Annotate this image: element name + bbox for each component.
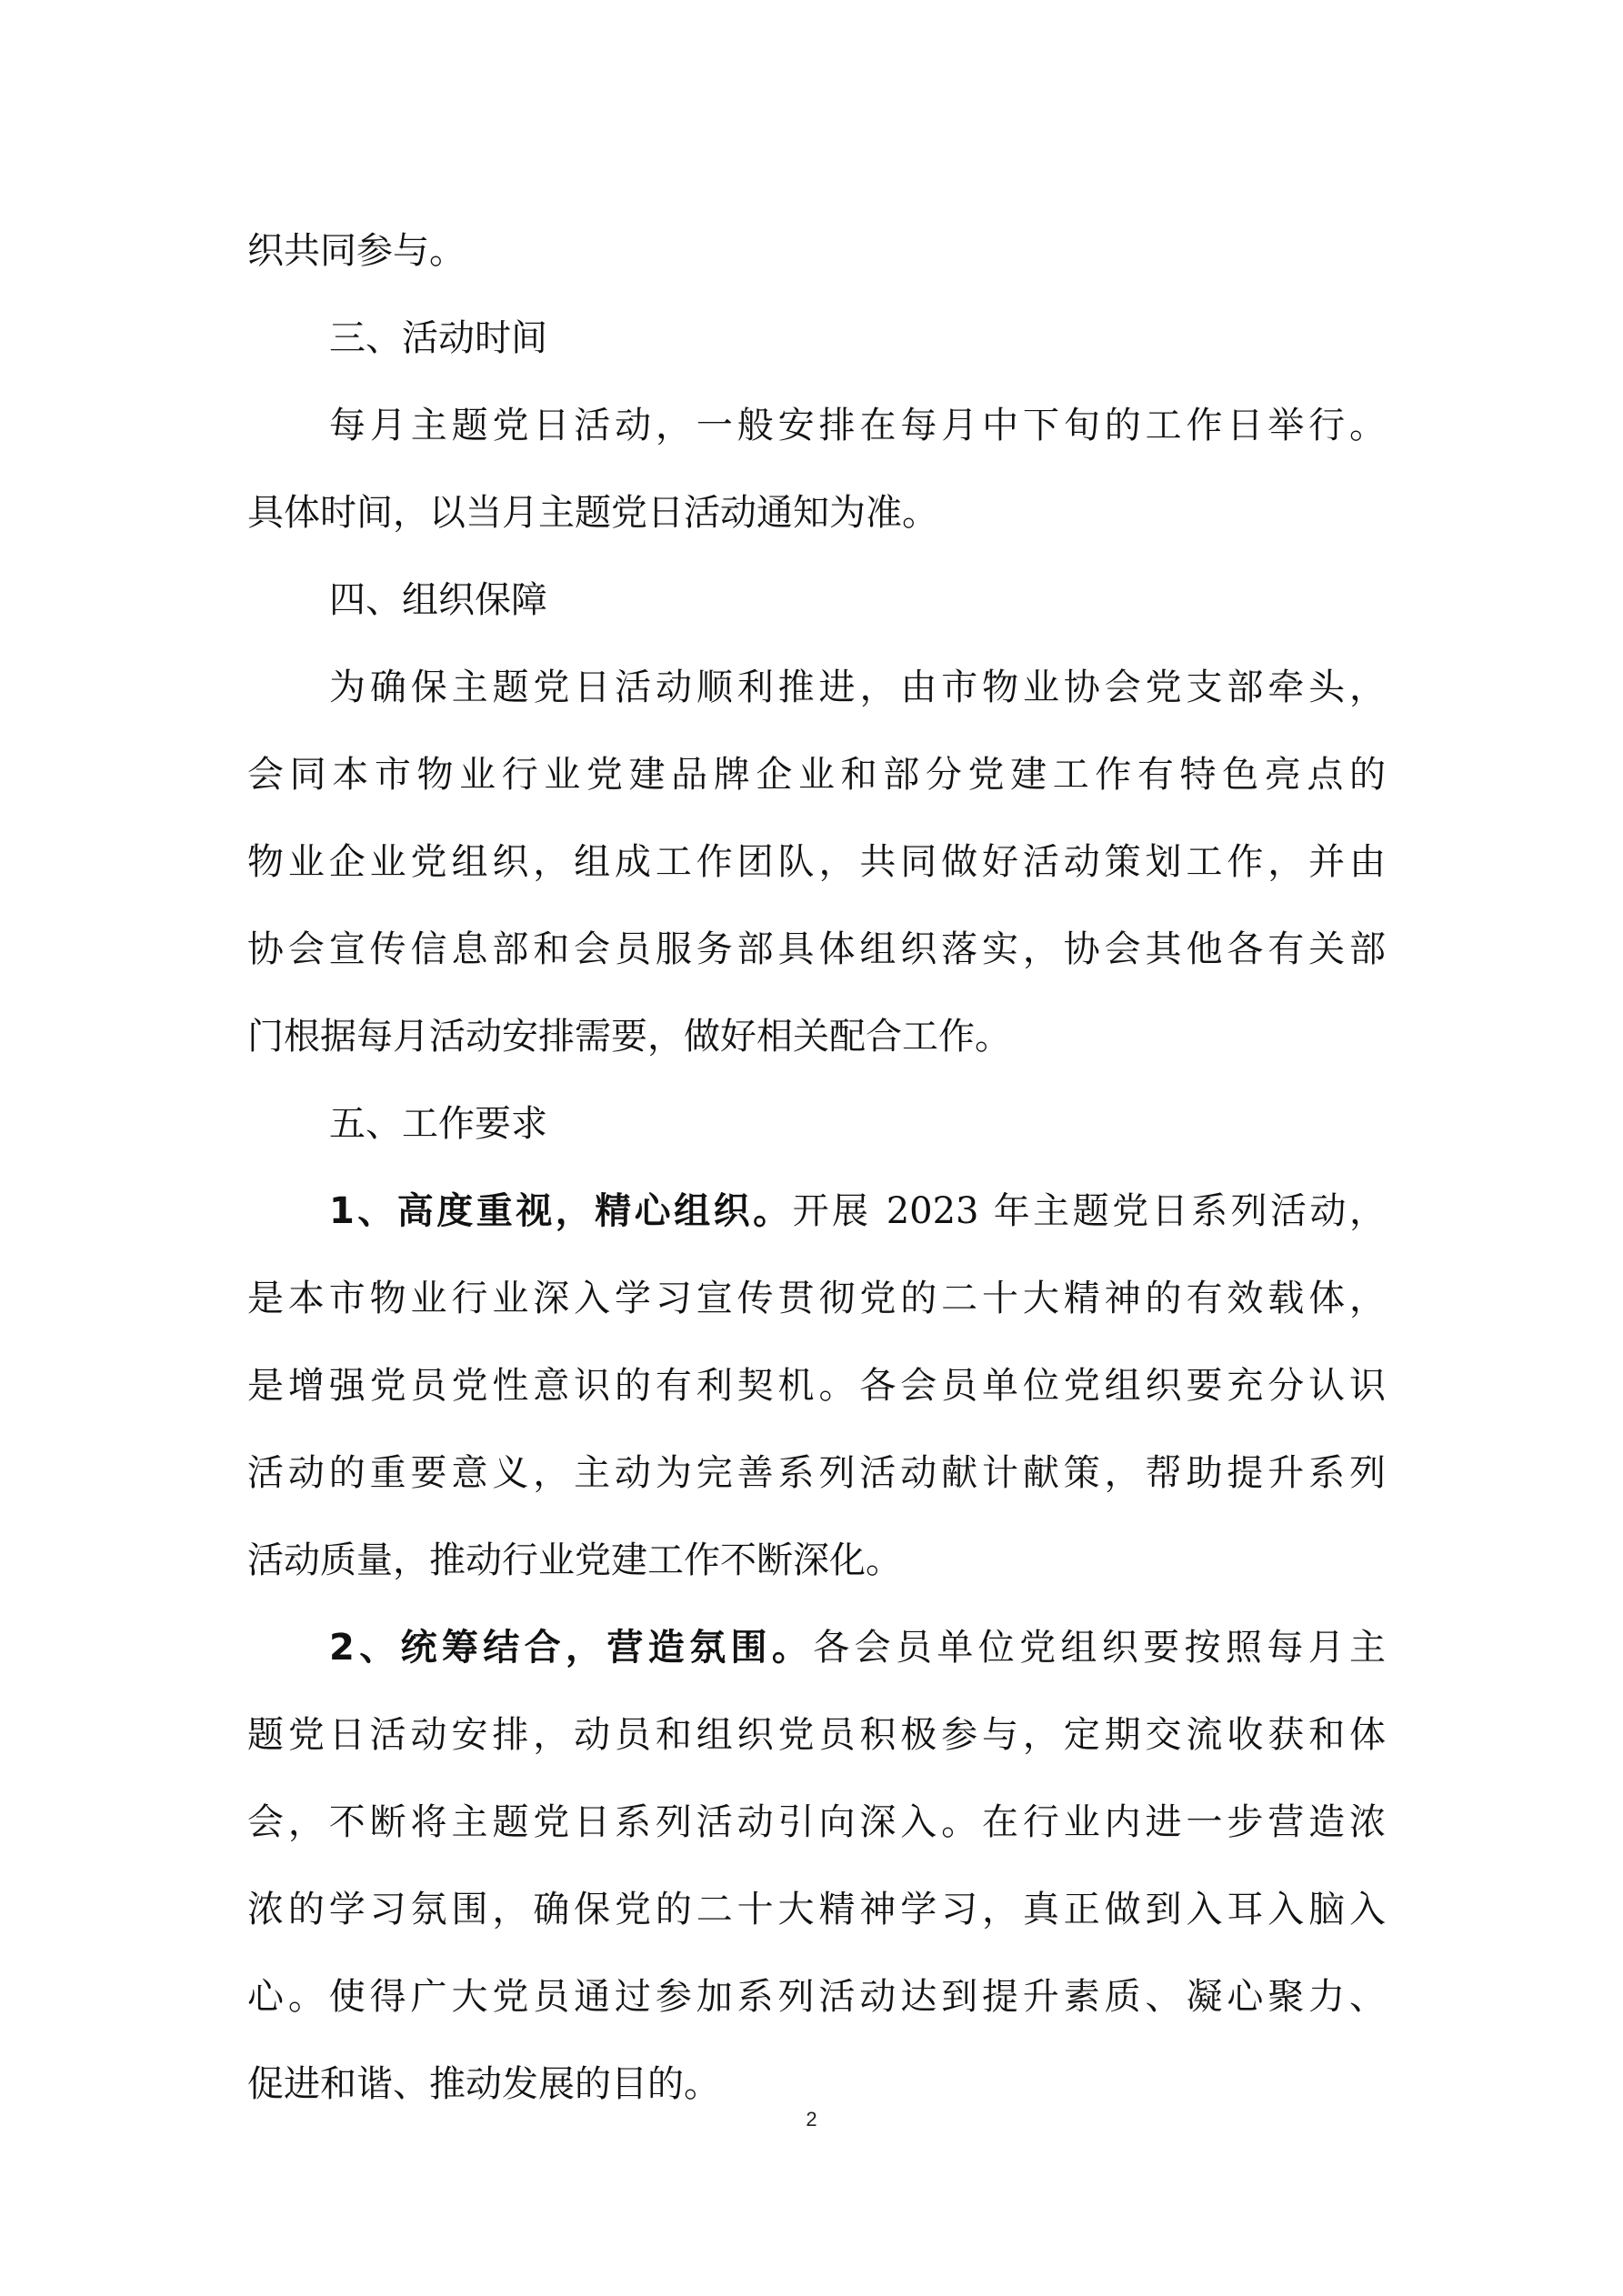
paragraph-line: 是增强党员党性意识的有利契机。各会员单位党组织要充分认识 — [247, 1365, 1386, 1407]
section-heading-schedule: 三、活动时间 — [329, 317, 547, 359]
paragraph-line-lead — [247, 1168, 1386, 1255]
paragraph-line: 每月主题党日活动，一般安排在每月中下旬的工作日举行。 — [329, 405, 1386, 446]
point-lead-1: 1、高度重视，精心组织。 — [329, 1190, 793, 1232]
paragraph-line: 物业企业党组织，组成工作团队，共同做好活动策划工作，并由 — [247, 841, 1386, 883]
paragraph-line: 题党日活动安排，动员和组织党员积极参与，定期交流收获和体 — [247, 1714, 1386, 1756]
paragraph-line: 为确保主题党日活动顺利推进，由市物业协会党支部牵头， — [329, 667, 1386, 708]
point-lead-2: 2、统筹结合，营造氛围。 — [329, 1627, 814, 1669]
paragraph-line: 协会宣传信息部和会员服务部具体组织落实，协会其他各有关部 — [247, 928, 1386, 970]
paragraph-line: 会，不断将主题党日系列活动引向深入。在行业内进一步营造浓 — [247, 1801, 1386, 1843]
paragraph-line-lead — [247, 1604, 1386, 1691]
paragraph-line: 会同本市物业行业党建品牌企业和部分党建工作有特色亮点的 — [247, 754, 1386, 796]
paragraph-line: 活动质量，推动行业党建工作不断深化。 — [247, 1539, 902, 1581]
section-heading-organization: 四、组织保障 — [329, 579, 547, 621]
point-text-1: 开展 2023 年主题党日系列活动， — [792, 1190, 1386, 1232]
paragraph-line: 活动的重要意义，主动为完善系列活动献计献策，帮助提升系列 — [247, 1452, 1386, 1494]
paragraph-line: 织共同参与。 — [247, 230, 466, 272]
paragraph-line: 门根据每月活动安排需要，做好相关配合工作。 — [247, 1016, 1011, 1058]
paragraph-line: 促进和谐、推动发展的目的。 — [247, 2063, 720, 2105]
document-body — [247, 207, 1386, 2128]
paragraph-line: 浓的学习氛围，确保党的二十大精神学习，真正做到入耳入脑入 — [247, 1889, 1386, 1930]
paragraph-line: 心。使得广大党员通过参加系列活动达到提升素质、凝心聚力、 — [247, 1976, 1386, 2018]
point-text-2: 各会员单位党组织要按照每月主 — [813, 1627, 1386, 1669]
page-number: 2 — [806, 2108, 817, 2131]
paragraph-line: 是本市物业行业深入学习宣传贯彻党的二十大精神的有效载体， — [247, 1278, 1386, 1319]
paragraph-line: 具体时间，以当月主题党日活动通知为准。 — [247, 492, 938, 534]
section-heading-requirements: 五、工作要求 — [329, 1103, 547, 1145]
